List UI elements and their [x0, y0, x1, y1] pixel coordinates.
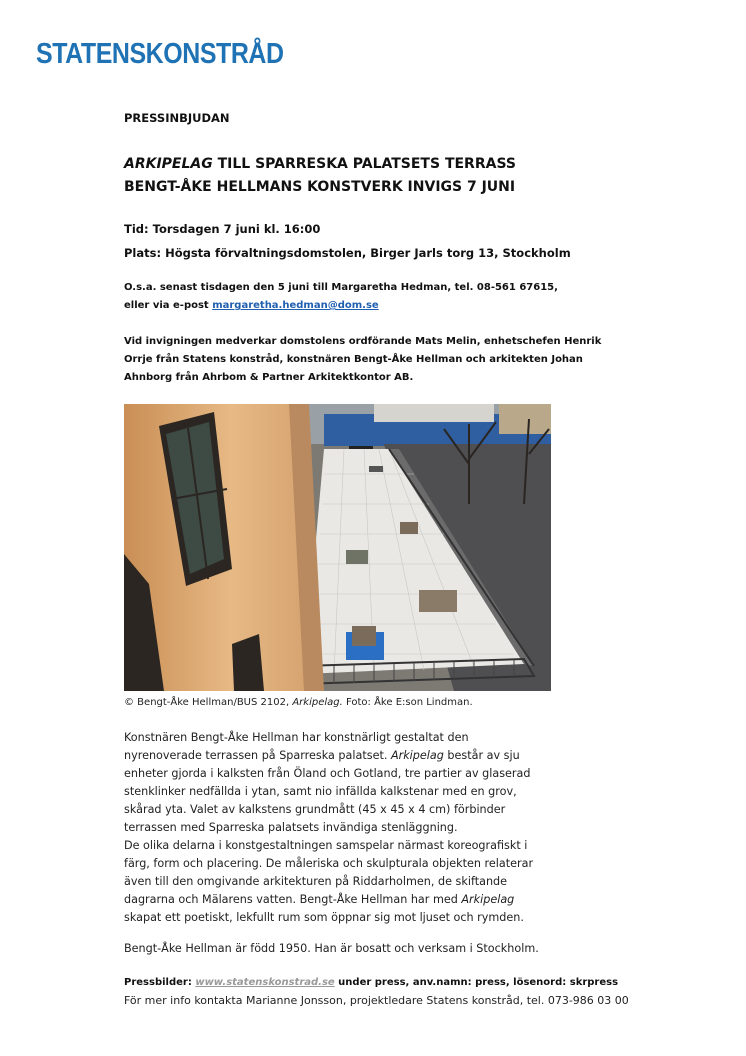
- body-line: [124, 891, 533, 909]
- participants-block: [124, 333, 601, 387]
- body-line: Konstnären Bengt-Åke Hellman har konstnärligt gestaltat den: [124, 731, 469, 744]
- artist-bio: Bengt-Åke Hellman är född 1950. Han är bosatt och verksam i Stockholm.: [124, 942, 539, 955]
- caption-title: Arkipelag.: [292, 697, 343, 708]
- contact-line: För mer info kontakta Marianne Jonsson, projektledare Statens konstråd, tel. 073-986 03 00: [124, 994, 629, 1007]
- press-website-link[interactable]: www.statenskonstrad.se: [195, 977, 335, 988]
- participants-line-1: Vid invigningen medverkar domstolens ordförande Mats Melin, enhetschefen Henrik: [124, 336, 602, 347]
- caption-suffix: Foto: Åke E:son Lindman.: [342, 697, 473, 708]
- body-line: skårad yta. Valet av kalkstens grundmått (45 x 45 x 4 cm) förbinder: [124, 803, 506, 816]
- rsvp-email-link[interactable]: margaretha.hedman@dom.se: [212, 300, 379, 311]
- body-line: [124, 747, 533, 765]
- headline: [124, 153, 516, 199]
- terrace-photo: [124, 404, 551, 691]
- body-line: terrassen med Sparreska palatsets invändiga stenläggning.: [124, 821, 458, 834]
- headline-line-1-rest: TILL SPARRESKA PALATSETS TERRASS: [212, 156, 516, 172]
- headline-line-1: [124, 153, 516, 176]
- body-line: enheter gjorda i kalksten från Öland och Gotland, tre partier av glaserad: [124, 767, 531, 780]
- rsvp-line-2: [124, 297, 558, 315]
- rsvp-prefix: eller via e-post: [124, 300, 213, 311]
- caption-prefix: © Bengt-Åke Hellman/BUS 2102,: [124, 697, 293, 708]
- kicker-label: PRESSINBJUDAN: [124, 111, 230, 125]
- participants-line-3: Ahnborg från Ahrbom & Partner Arkitektkontor AB.: [124, 372, 414, 383]
- body-artwork-title: Arkipelag: [461, 893, 515, 906]
- photo-caption: [124, 697, 473, 708]
- body-line: färg, form och placering. De måleriska och skulpturala objekten relaterar: [124, 857, 534, 870]
- body-line: De olika delarna i konstgestaltningen samspelar närmast koreografiskt i: [124, 839, 528, 852]
- body-paragraph: [124, 729, 533, 927]
- headline-italic-title: ARKIPELAG: [124, 156, 213, 172]
- press-images-line: [124, 977, 618, 988]
- statens-konstrad-logo: STATENSKONSTRÅD: [36, 38, 284, 70]
- body-line: även till den omgivande arkitekturen på Riddarholmen, de skiftande: [124, 875, 508, 888]
- body-line-start: nyrenoverade terrassen på Sparreska palatset.: [124, 749, 391, 762]
- participants-line-2: Orrje från Statens konstråd, konstnären Bengt-Åke Hellman och arkitekten Johan: [124, 354, 583, 365]
- press-credentials: under press, anv.namn: press, lösenord: skrpress: [334, 977, 619, 988]
- body-line-rest: består av sju: [443, 749, 520, 762]
- body-line: skapat ett poetiskt, lekfullt rum som öppnar sig mot ljuset och rymden.: [124, 911, 524, 924]
- press-label: Pressbilder:: [124, 977, 196, 988]
- body-line: stenklinker nedfällda i ytan, samt nio infällda kalkstenar med en grov,: [124, 785, 517, 798]
- rsvp-line-1: O.s.a. senast tisdagen den 5 juni till Margaretha Hedman, tel. 08-561 67615,: [124, 282, 558, 293]
- event-place: Plats: Högsta förvaltningsdomstolen, Birger Jarls torg 13, Stockholm: [124, 246, 571, 260]
- body-line-start: dagrarna och Mälarens vatten. Bengt-Åke Hellman har med: [124, 893, 462, 906]
- body-artwork-title: Arkipelag: [390, 749, 444, 762]
- rsvp-block: [124, 279, 558, 315]
- headline-line-2: BENGT-ÅKE HELLMANS KONSTVERK INVIGS 7 JUNI: [124, 179, 516, 195]
- event-time: Tid: Torsdagen 7 juni kl. 16:00: [124, 222, 321, 236]
